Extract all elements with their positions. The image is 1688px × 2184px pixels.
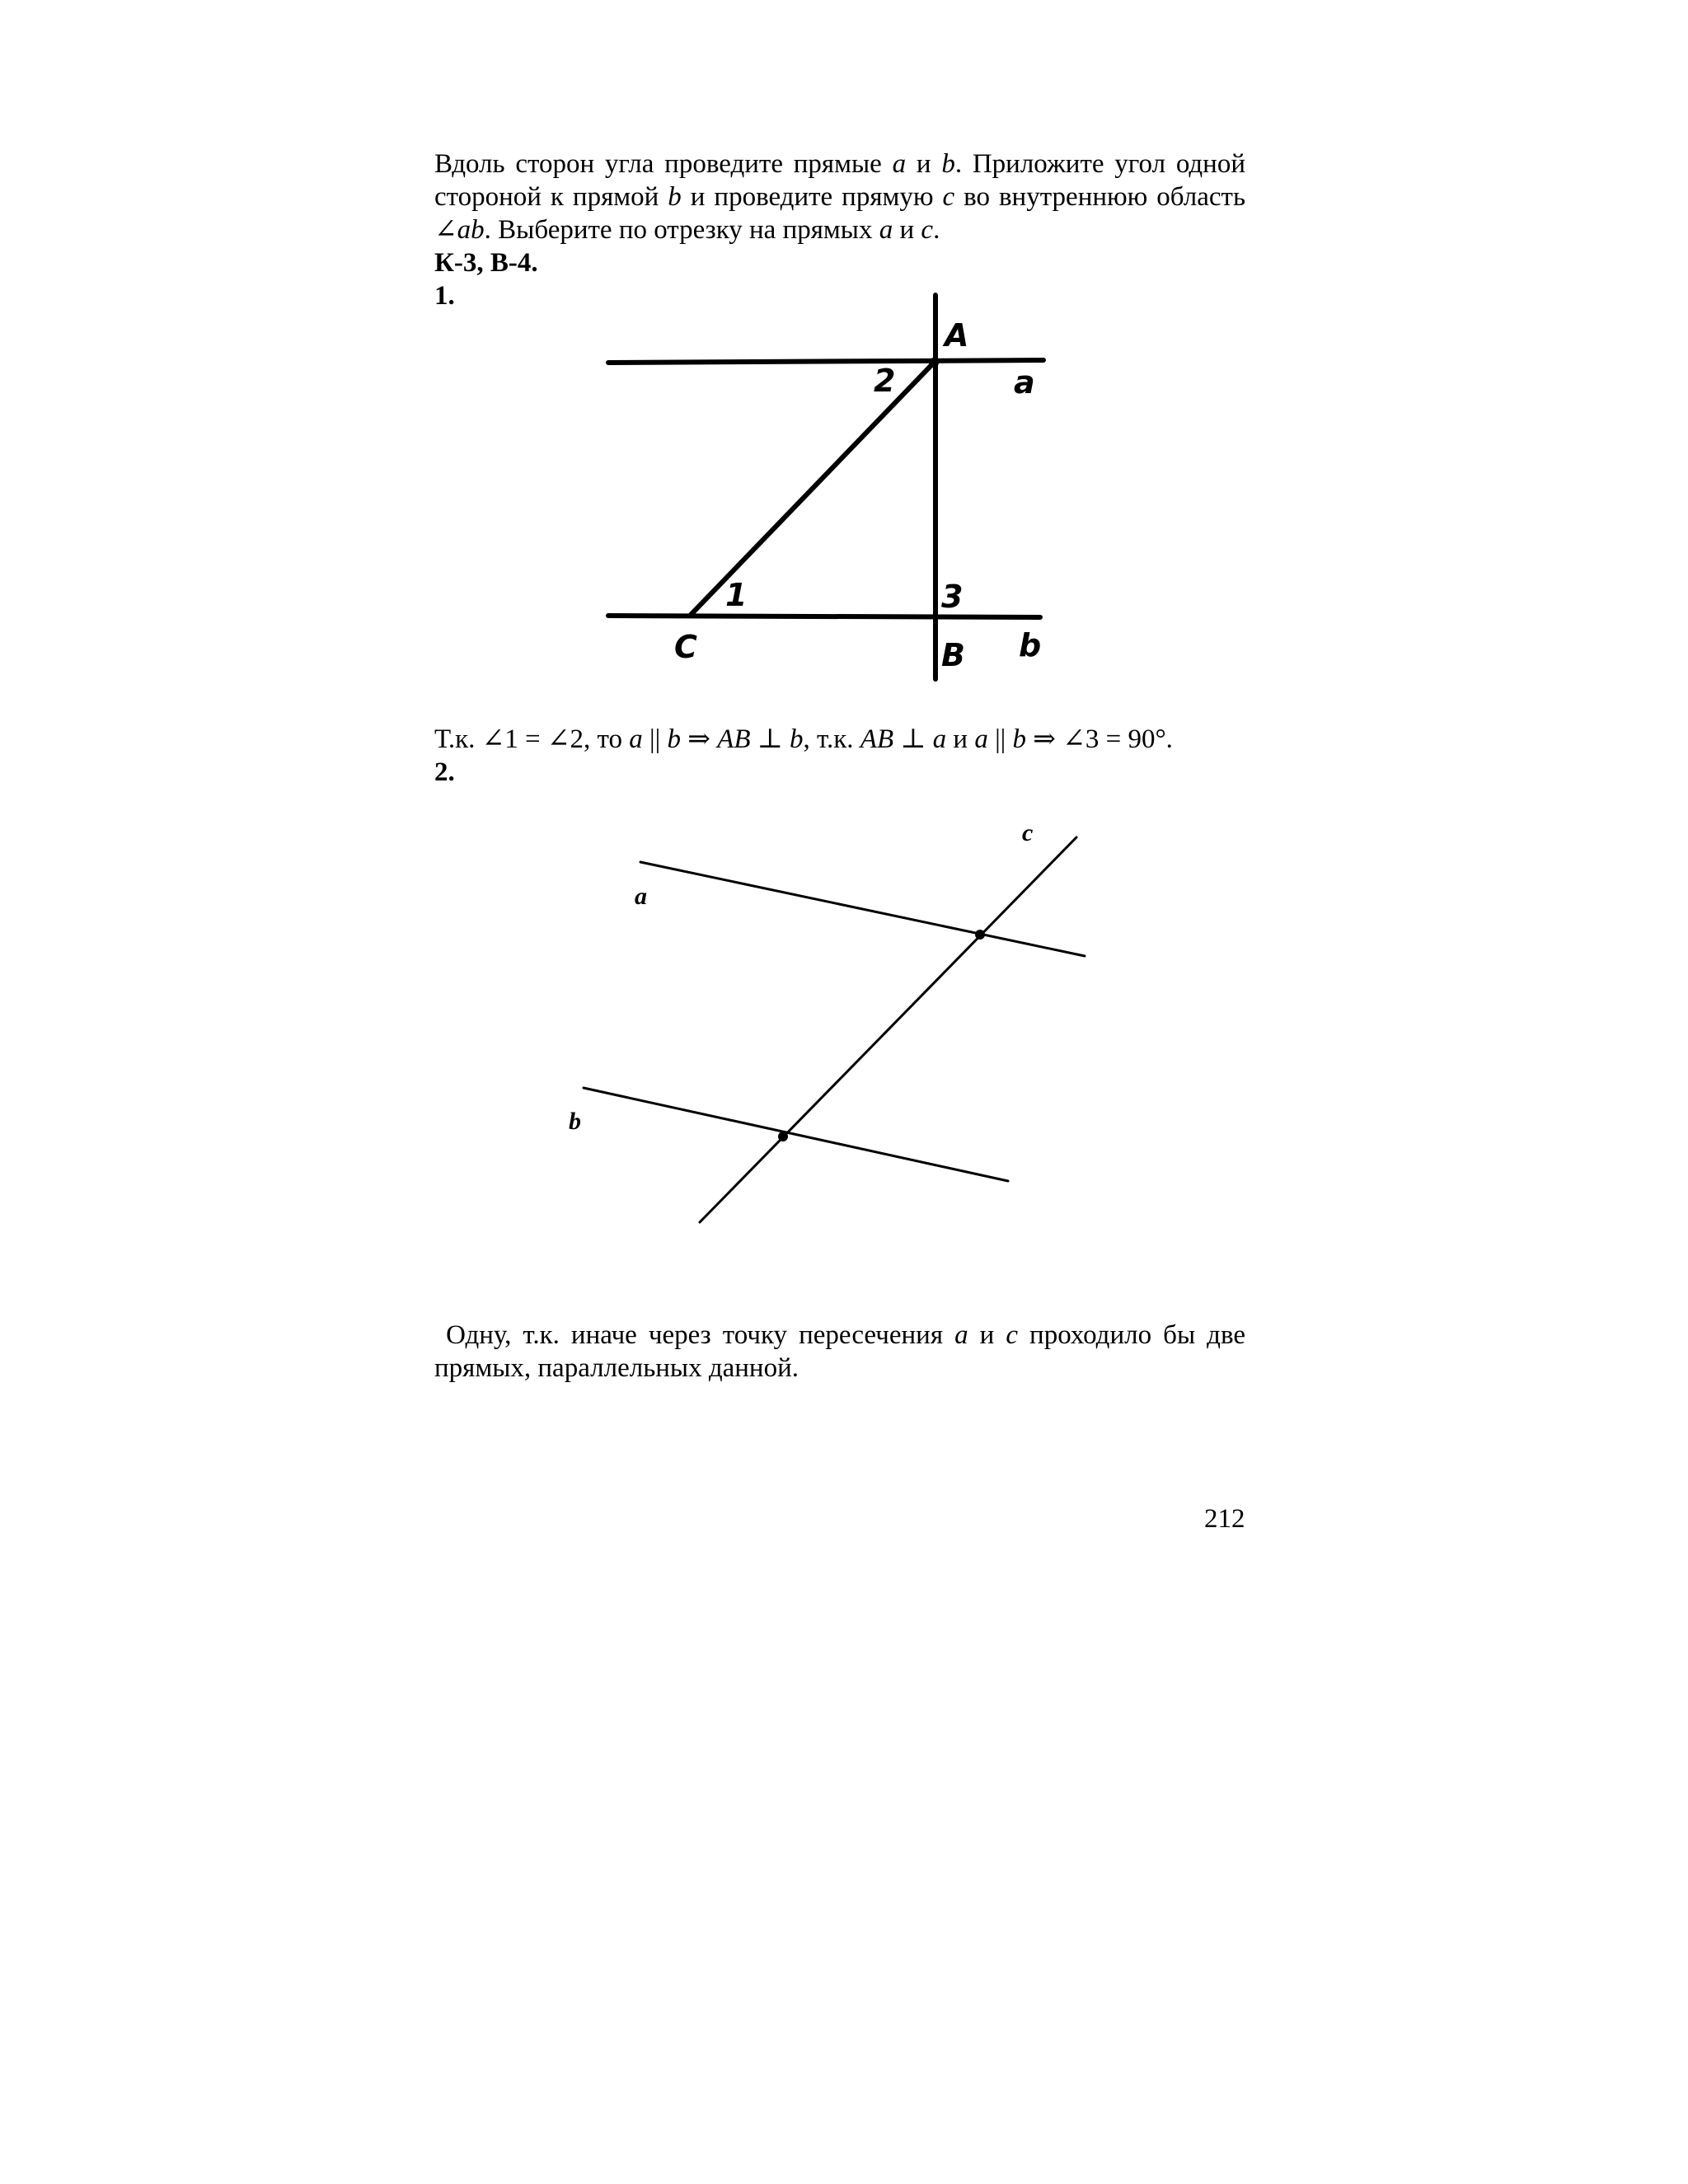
fig2-label-a: a [635,883,647,910]
proof-line: Т.к. ∠1 = ∠2, то a || b ⇒ AB ⊥ b, т.к. AB ⊥ a и a || b ⇒ ∠3 = 90°. [434,724,1173,754]
conclusion-paragraph [434,1319,1245,1385]
fig1-label-B: B [941,637,965,673]
page-number: 212 [1204,1504,1245,1534]
fig2-label-b: b [569,1108,581,1135]
fig2-point-bc [778,1132,788,1141]
section-heading: К-3, В-4. [434,248,538,278]
fig2-line-c [700,837,1076,1222]
fig2-line-a [640,862,1085,956]
fig1-label-2: 2 [874,363,896,399]
fig1-label-1: 1 [725,577,748,613]
fig1-label-3: 3 [941,579,964,615]
task-line-3: ∠ab. Выберите по отрезку на прямых a и c. [434,215,940,245]
fig2-line-b [584,1088,1008,1181]
fig1-label-C: C [674,629,697,665]
task-line-1: Вдоль сторон угла проведите прямые a и b. Приложите угол одной [434,149,1245,179]
conclusion-line-1: Одну, т.к. иначе через точку пересечения a и c проходило бы две [446,1320,1245,1350]
item-number-2: 2. [434,757,455,787]
fig2-point-ac [975,930,985,940]
fig2-label-c: c [1022,819,1034,846]
conclusion-line-2: прямых, параллельных данной. [434,1353,799,1383]
fig1-label-a: a [1014,364,1035,401]
fig1-label-A: A [945,317,969,354]
task-line-2: стороной к прямой b и проведите прямую c во внутреннюю область [434,182,1245,212]
item-number-1: 1. [434,281,455,311]
fig1-label-b: b [1019,627,1042,663]
